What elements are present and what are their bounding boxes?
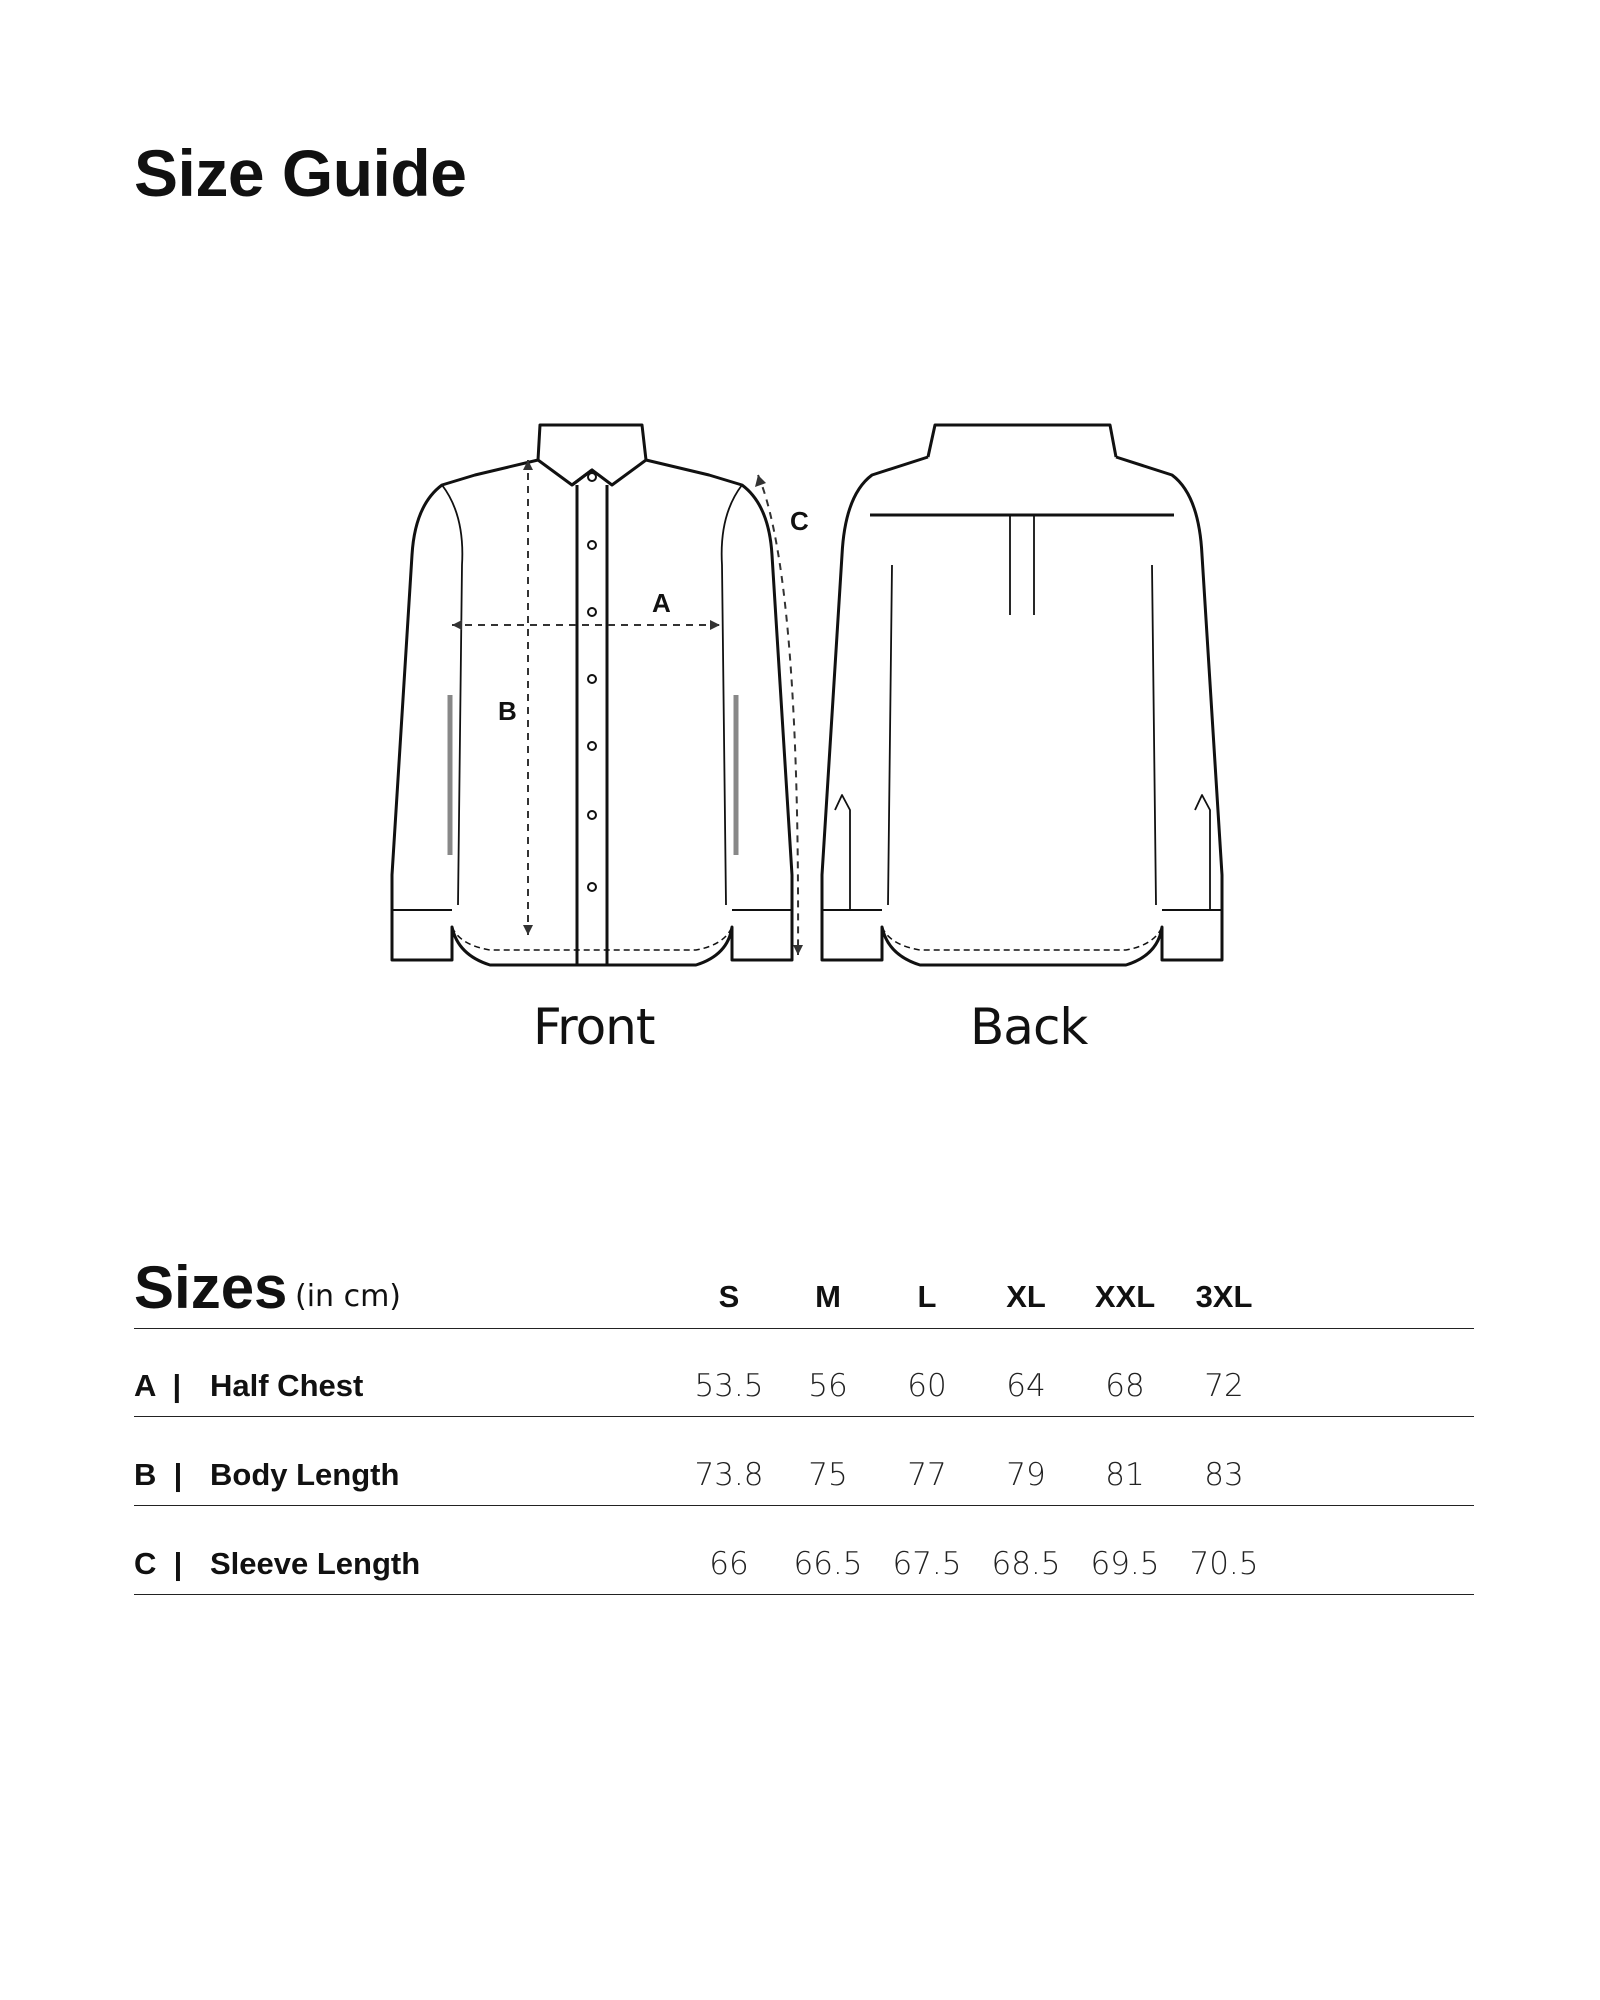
marker-a: A [652,588,671,618]
marker-b: B [498,696,517,726]
front-view-label: Front [533,998,655,1056]
table-cell: 83 [1204,1457,1244,1493]
table-cell: 75 [808,1457,848,1493]
row-label: Half Chest [210,1368,364,1403]
table-cell: 53.5 [694,1368,764,1404]
marker-c: C [790,506,809,536]
table-divider [134,1594,1474,1595]
page-title: Size Guide [134,136,467,210]
table-divider [134,1416,1474,1417]
table-cell: 77 [907,1457,947,1493]
table-cell: 60 [907,1368,947,1404]
table-cell: 67.5 [892,1546,962,1582]
size-header-3xl: 3XL [1195,1279,1253,1314]
back-shirt-drawing [822,425,1222,965]
table-cell: 72 [1204,1368,1244,1404]
table-cell: 56 [808,1368,848,1404]
size-header-l: L [917,1279,937,1314]
row-label: Body Length [210,1457,400,1492]
row-key: C | [134,1546,183,1581]
table-divider [134,1328,1474,1329]
table-cell: 70.5 [1189,1546,1259,1582]
table-cell: 73.8 [694,1457,764,1493]
table-cell: 79 [1006,1457,1046,1493]
size-header-m: M [815,1279,841,1314]
sizes-heading: Sizes [134,1254,288,1321]
row-key: B | [134,1457,183,1492]
table-cell: 66.5 [793,1546,863,1582]
sizes-unit-note: (in cm) [295,1279,402,1314]
table-cell: 68 [1105,1368,1145,1404]
back-view-label: Back [970,998,1088,1056]
row-label: Sleeve Length [210,1546,421,1581]
size-header-s: S [718,1279,740,1314]
row-key: A | [134,1368,182,1403]
table-cell: 66 [709,1546,749,1582]
size-header-xl: XL [1006,1279,1046,1314]
table-cell: 69.5 [1090,1546,1160,1582]
table-cell: 81 [1105,1457,1145,1493]
table-cell: 68.5 [991,1546,1061,1582]
table-cell: 64 [1006,1368,1046,1404]
table-divider [134,1505,1474,1506]
shirt-illustration [380,415,1230,1055]
size-header-xxl: XXL [1094,1279,1156,1314]
